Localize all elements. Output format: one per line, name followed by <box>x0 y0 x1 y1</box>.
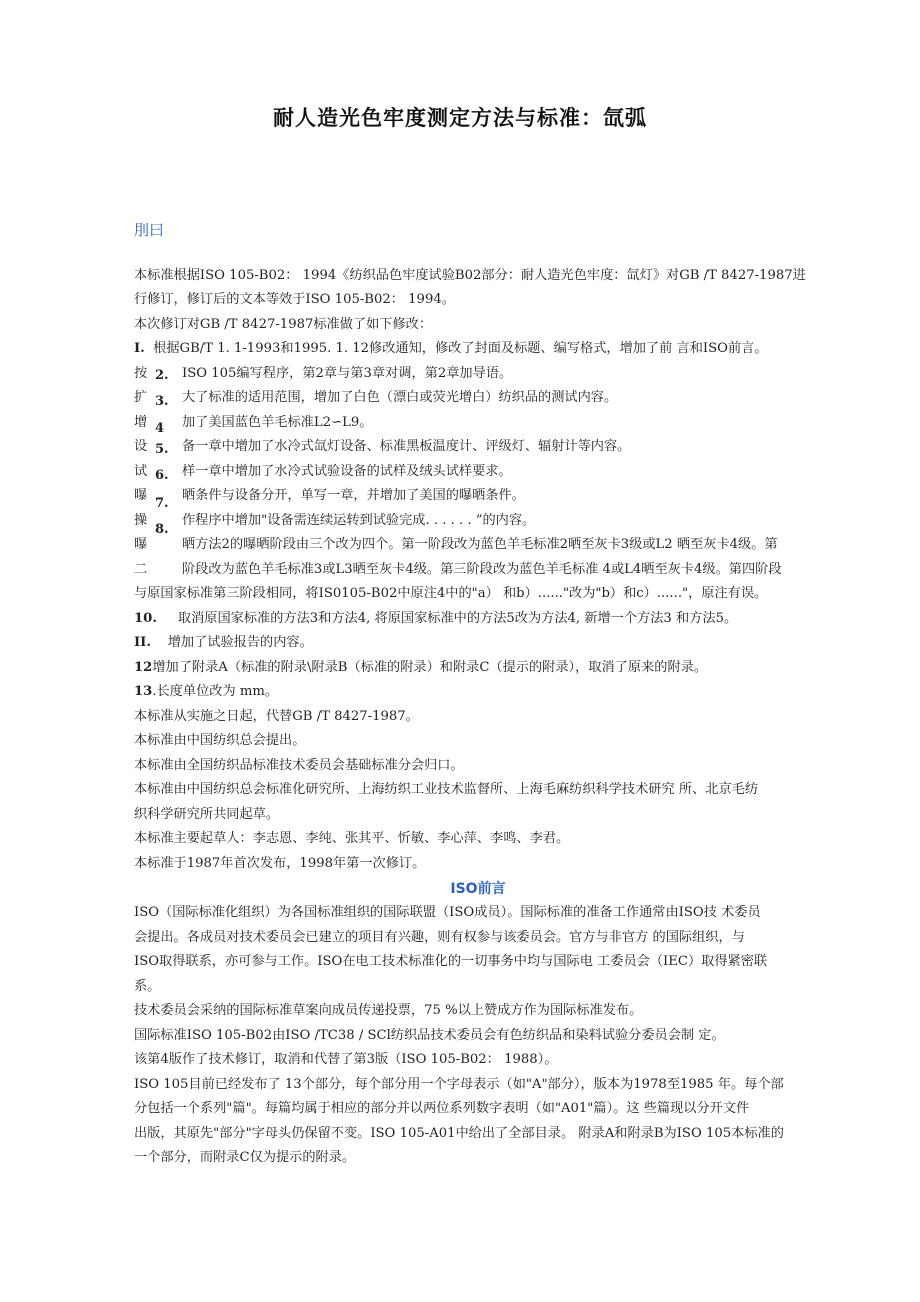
list-item-number: 13 <box>134 684 153 699</box>
list-item-prefix: 试 <box>134 464 148 479</box>
intro-line: 行修订，修订后的文本等效于ISO 105-B02： 1994。 <box>134 292 455 307</box>
list-item-number: 3. <box>155 394 169 409</box>
list-item-text: 晒方法2的曝晒阶段由三个改为四个。第一阶段改为蓝色羊毛标准2晒至灰卡3级或L2 晒至灰卡4级。第 <box>182 537 778 552</box>
list-item-text: 加了美国蓝色羊毛标准L2∽L9。 <box>182 415 373 430</box>
list-item-prefix: 操 <box>134 513 148 528</box>
closing-line: 本标准于1987年首次发布，1998年第一次修订。 <box>134 856 426 871</box>
closing-line: 本标准由中国纺织总会标准化研究所、上海纺织工业技术监督所、上海毛麻纺织科学技术研究 所、北京毛纺 <box>134 782 759 797</box>
iso-line: ISO 105目前已经发布了 13个部分，每个部分用一个字母表示（如"A"部分），版本为1978至1985 年。每个部 <box>134 1077 784 1092</box>
closing-line: 本标准主要起草人：李志恩、李纯、张其平、忻敏、李心萍、李鸣、李君。 <box>134 831 570 846</box>
iso-line: ISO（国际标准化组织）为各国标准组织的国际联盟（ISO成员）。国际标准的准备工作通常由ISO技 术委员 <box>134 905 761 920</box>
iso-line: ISO取得联系，亦可参与工作。ISO在电工技术标准化的一切事务中均与国际电 工委员会（IEC）取得紧密联 <box>134 954 768 969</box>
list-item <box>134 631 824 656</box>
list-item-number: 10. <box>134 611 157 626</box>
closing-line: 本标准从实施之日起，代替GB /T 8427-1987。 <box>134 709 419 724</box>
list-item-prefix: 二 <box>134 562 148 577</box>
list-item <box>134 337 824 362</box>
list-item-number: 8. <box>155 522 169 537</box>
list-item-text: 根据GB/T 1. 1-1993和1995. 1. 12修改通知，修改了封面及标题、编写格式，增加了前 言和ISO前言。 <box>153 341 768 356</box>
list-item-text: 增加了附录A（标准的附录\附录B（标准的附录）和附录C（提示的附录），取消了原来的附录。 <box>152 660 708 675</box>
list-item-number: II. <box>134 635 151 650</box>
iso-line: 系。 <box>134 979 161 994</box>
list-item-number: 2. <box>155 368 169 383</box>
iso-foreword-heading: ISO前言 <box>450 881 506 897</box>
list-item-number: 5. <box>155 442 169 457</box>
list-item <box>134 656 824 681</box>
list-item-prefix: 设 <box>134 439 148 454</box>
iso-line: 会提出。各成员对技术委员会已建立的项目有兴趣，则有权参与该委员会。官方与非官方 的国际组织，与 <box>134 930 745 945</box>
list-item-prefix: 曝 <box>134 488 148 503</box>
iso-line: 一个部分，而附录C仅为提示的附录。 <box>134 1150 356 1165</box>
iso-line: 分包括一个系列"篇"。每篇均属于相应的部分并以两位系列数字表明（如"A01"篇）。这 些篇现以分开文件 <box>134 1101 750 1116</box>
list-item-text: 阶段改为蓝色羊毛标准3或L3晒至灰卡4级。第三阶段改为蓝色羊毛标准 4或L4晒至灰卡4级。第四阶段 <box>182 562 782 577</box>
iso-line: 出版，其原先"部分"字母头仍保留不变。ISO 105-A01中给出了全部目录。 附录A和附录B为ISO 105本标准的 <box>134 1126 784 1141</box>
list-item-text: 样一章中增加了水冷式试验设备的试样及绒头试样要求。 <box>182 464 512 479</box>
closing-line: 织科学研究所共同起草。 <box>134 807 280 822</box>
list-item-text: ISO 105编写程序，第2章与第3章对调，第2章加导语。 <box>182 366 513 381</box>
iso-line: 该第4版作了技术修订，取消和代替了第3版（ISO 105-B02： 1988）。 <box>134 1052 558 1067</box>
list-item-text: 备一章中增加了水冷式氙灯设备、标准黑板温度计、评级灯、辐射计等内容。 <box>182 439 631 454</box>
foreword-heading: 刖曰 <box>134 221 165 239</box>
document-title: 耐人造光色牢度测定方法与标准：氙弧 <box>273 105 647 130</box>
list-item-text: 取消原国家标准的方法3和方法4, 将原国家标准中的方法5改为方法4, 新增一个方法3 和方法5。 <box>177 611 738 626</box>
list-item <box>134 607 824 632</box>
list-item-number: 6. <box>155 468 169 483</box>
closing-line: 本标准由中国纺织总会提出。 <box>134 733 306 748</box>
list-item-text: .长度单位改为 mm。 <box>152 684 279 699</box>
list-item-prefix: 增 <box>134 415 148 430</box>
list-item-continuation: 与原国家标准第三阶段相同，将IS0105-B02中原注4中的"a） 和b）......"改为"b）和c）......"，原注有误。 <box>134 586 768 601</box>
list-item-prefix: 扩 <box>134 390 148 405</box>
closing-line: 本标准由全国纺织品标准技术委员会基础标准分会归口。 <box>134 758 464 773</box>
intro-line: 本次修订对GB /T 8427-1987标准做了如下修改： <box>134 317 433 332</box>
iso-line: 国际标准ISO 105-B02由ISO /TC38 / SCl纺织品技术委员会有色纺织品和染料试验分委员会制 定。 <box>134 1028 725 1043</box>
list-item-number: 7. <box>155 496 169 511</box>
list-item <box>134 680 824 705</box>
list-item-text: 大了标准的适用范围，增加了白色（漂白或荧光增白）纺织品的测试内容。 <box>182 390 618 405</box>
list-item-number: I. <box>134 341 145 356</box>
intro-line: 本标准根据ISO 105-B02： 1994《纺织品色牢度试验B02部分：耐人造光色牢度：氙灯》对GB /T 8427-1987进 <box>134 268 806 283</box>
list-item-text: 增加了试验报告的内容。 <box>167 635 313 650</box>
iso-line: 技术委员会采纳的国际标准草案向成员传递投票，75 %以上赞成方作为国际标准发布。 <box>134 1003 643 1018</box>
list-item-prefix: 按 <box>134 366 148 381</box>
list-item-prefix: 曝 <box>134 537 148 552</box>
list-item-text: 晒条件与设备分开，单写一章，并增加了美国的曝晒条件。 <box>182 488 525 503</box>
list-item-number: 4 <box>155 421 165 436</box>
list-item-text: 作程序中增加"设备需连续运转到试验完成. . . . . . ”的内容。 <box>182 513 536 528</box>
list-item-number: 12 <box>134 660 153 675</box>
